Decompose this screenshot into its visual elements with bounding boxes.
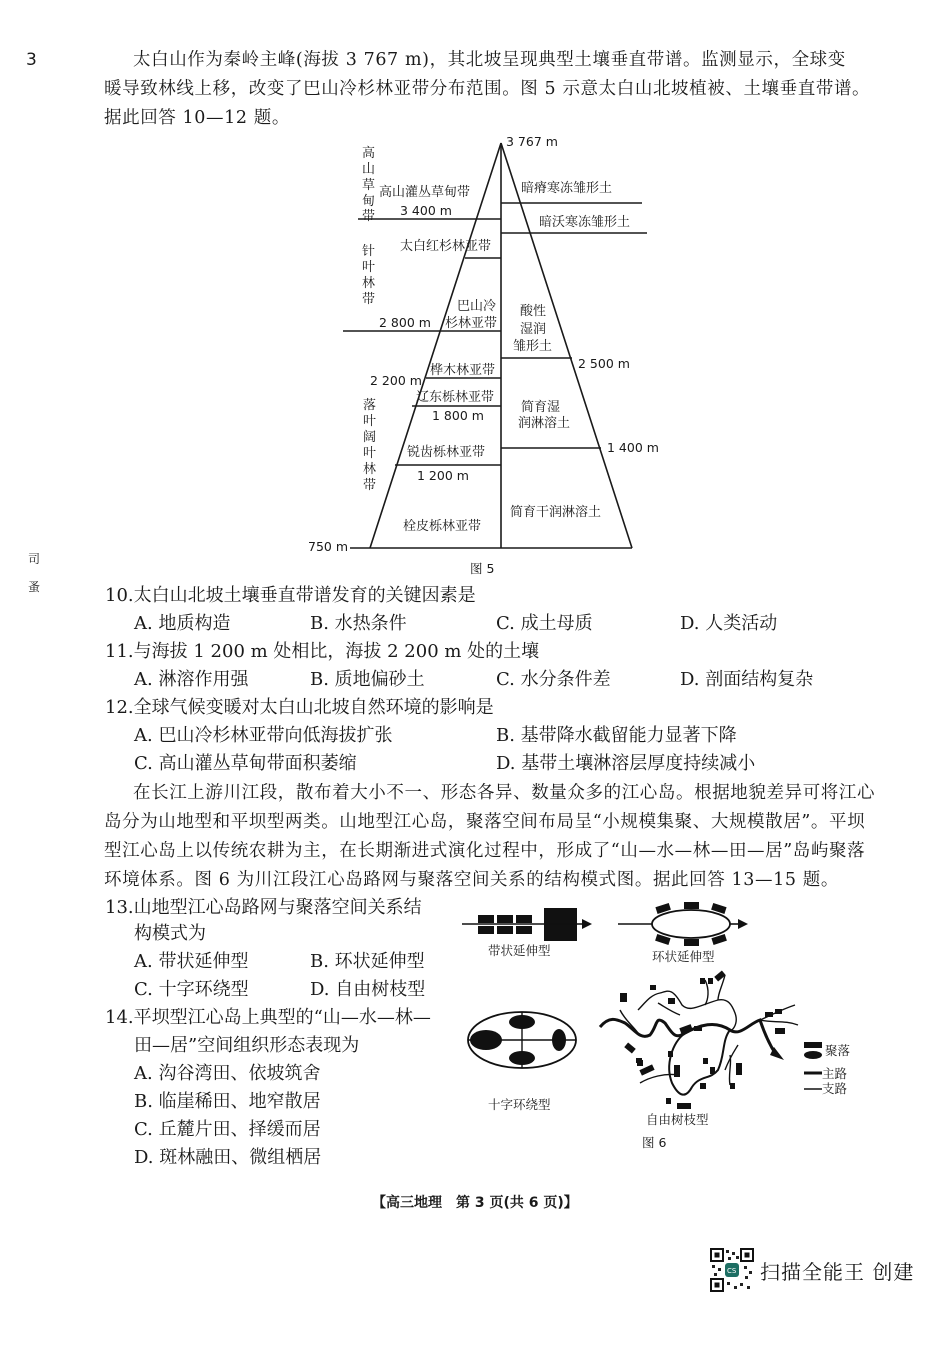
option-c[interactable]: C. 丘麓片田、择缓而居 (134, 1119, 321, 1140)
soil-zone: 暗沃寒冻雏形土 (539, 215, 631, 230)
svg-text:叶: 叶 (363, 414, 377, 429)
question-stem: 全球气候变暖对太白山北坡自然环境的影响是 (133, 697, 494, 718)
option-b[interactable]: B. 水热条件 (310, 613, 407, 634)
veg-subzone: 杉林亚带 (445, 316, 498, 331)
ring-extension-diagram (618, 902, 748, 946)
svg-text:林: 林 (362, 276, 376, 291)
figure-5-vertical-zonation (300, 130, 680, 580)
svg-text:林: 林 (363, 462, 377, 477)
option-a[interactable]: A. 淋溶作用强 (134, 669, 249, 690)
option-a[interactable]: A. 地质构造 (134, 613, 231, 634)
summit-elevation: 3 767 m (506, 134, 558, 149)
scanner-watermark: 扫描全能王 创建 (760, 1260, 915, 1284)
option-d[interactable]: D. 斑林融田、微组栖居 (134, 1147, 322, 1168)
svg-text:带: 带 (362, 209, 376, 224)
option-a[interactable]: A. 带状延伸型 (134, 951, 249, 972)
legend-label: 主路 (822, 1066, 848, 1081)
option-b[interactable]: B. 基带降水截留能力显著下降 (496, 725, 737, 746)
option-b[interactable]: B. 质地偏砂土 (310, 669, 425, 690)
veg-subzone: 栓皮栎林亚带 (403, 519, 482, 534)
soil-elevation: 1 400 m (607, 440, 659, 455)
svg-text:带: 带 (362, 292, 376, 307)
option-d[interactable]: D. 基带土壤淋溶层厚度持续减小 (496, 753, 756, 774)
pattern-label: 自由树枝型 (646, 1112, 709, 1127)
strip-extension-diagram (462, 908, 592, 941)
svg-text:叶: 叶 (363, 446, 377, 461)
figure-6-settlement-patterns (460, 895, 880, 1160)
option-b[interactable]: B. 环状延伸型 (310, 951, 425, 972)
option-c[interactable]: C. 水分条件差 (496, 669, 611, 690)
legend-label: 聚落 (825, 1043, 851, 1058)
question-stem-cont: 构模式为 (134, 923, 206, 944)
qr-code-icon (710, 1248, 754, 1292)
pattern-label: 带状延伸型 (488, 943, 551, 958)
legend-label: 支路 (822, 1081, 848, 1096)
question-stem-cont: 田—居”空间组织形态表现为 (134, 1035, 360, 1056)
soil-zone: 简育干润淋溶土 (510, 505, 602, 520)
margin-page-number: 3 (26, 50, 37, 70)
question-12 (105, 694, 494, 722)
passage-2-line: 环境体系。图 6 为川江段江心岛路网与聚落空间关系的结构模式图。据此回答 13—15 题。 (104, 870, 839, 890)
question-14 (105, 1004, 431, 1032)
veg-elevation: 1 200 m (417, 468, 469, 483)
option-a[interactable]: A. 沟谷湾田、依坡筑舍 (134, 1063, 321, 1084)
option-d[interactable]: D. 剖面结构复杂 (680, 669, 814, 690)
settlement-icon (804, 1042, 822, 1048)
question-number: 13. (105, 897, 134, 918)
svg-text:落: 落 (363, 398, 377, 413)
passage-1-line: 据此回答 10—12 题。 (104, 108, 290, 128)
pattern-label: 十字环绕型 (488, 1097, 551, 1112)
svg-text:阔: 阔 (363, 430, 377, 445)
veg-subzone: 太白红杉林亚带 (400, 239, 492, 254)
question-10 (105, 582, 476, 610)
svg-text:山: 山 (362, 162, 376, 177)
soil-zone: 简育湿 (521, 400, 561, 415)
veg-elevation: 2 200 m (370, 373, 422, 388)
svg-text:CS: CS (727, 1267, 737, 1275)
question-11 (105, 638, 539, 666)
passage-1-line: 太白山作为秦岭主峰(海拔 3 767 m)，其北坡呈现典型土壤垂直带谱。监测显示，全球变 (133, 50, 846, 70)
free-branch-diagram (600, 970, 798, 1109)
question-number: 14. (105, 1007, 134, 1028)
question-number: 11. (105, 641, 134, 662)
option-c[interactable]: C. 成土母质 (496, 613, 593, 634)
soil-zone: 暗瘠寒冻雏形土 (521, 181, 613, 196)
veg-subzone: 桦木林亚带 (430, 363, 496, 378)
page-footer: 【高三地理 第 3 页(共 6 页)】 (372, 1195, 578, 1211)
svg-text:甸: 甸 (362, 194, 376, 209)
svg-text:针: 针 (362, 244, 376, 259)
veg-elevation: 3 400 m (400, 203, 452, 218)
soil-zone: 雏形土 (513, 339, 553, 354)
passage-1-line: 暖导致林线上移，改变了巴山冷杉林亚带分布范围。图 5 示意太白山北坡植被、土壤垂直带谱。 (104, 79, 871, 99)
option-c[interactable]: C. 高山灌丛草甸带面积萎缩 (134, 753, 357, 774)
question-stem: 平坝型江心岛上典型的“山—水—林— (133, 1007, 431, 1028)
margin-mark: 司 (28, 552, 41, 566)
option-d[interactable]: D. 人类活动 (680, 613, 778, 634)
question-number: 12. (105, 697, 134, 718)
option-c[interactable]: C. 十字环绕型 (134, 979, 249, 1000)
question-stem: 山地型江心岛路网与聚落空间关系结 (133, 897, 422, 918)
soil-zone: 湿润 (520, 322, 547, 337)
question-13 (105, 894, 422, 922)
svg-text:叶: 叶 (362, 260, 376, 275)
base-elevation: 750 m (308, 539, 349, 554)
margin-mark: 蚤 (28, 580, 41, 594)
figure-6-caption: 图 6 (642, 1135, 667, 1150)
option-b[interactable]: B. 临崖稀田、地窄散居 (134, 1091, 321, 1112)
soil-elevation: 2 500 m (578, 356, 630, 371)
pyramid-diagram (300, 130, 680, 580)
legend (804, 1042, 851, 1096)
soil-zone: 润淋溶土 (518, 416, 571, 431)
veg-subzone: 锐齿栎林亚带 (407, 445, 486, 460)
figure-5-caption: 图 5 (470, 561, 495, 576)
veg-subzone: 辽东栎林亚带 (416, 390, 495, 405)
veg-subzone: 巴山冷 (457, 299, 497, 314)
question-number: 10. (105, 585, 134, 606)
veg-elevation: 1 800 m (432, 408, 484, 423)
svg-text:高: 高 (362, 146, 376, 161)
question-stem: 太白山北坡土壤垂直带谱发育的关键因素是 (133, 585, 476, 606)
option-a[interactable]: A. 巴山冷杉林亚带向低海拔扩张 (134, 725, 393, 746)
cross-ring-diagram (468, 1012, 576, 1068)
question-stem: 与海拔 1 200 m 处相比，海拔 2 200 m 处的土壤 (133, 641, 540, 662)
veg-elevation: 2 800 m (379, 315, 431, 330)
option-d[interactable]: D. 自由树枝型 (310, 979, 426, 1000)
svg-text:带: 带 (363, 478, 377, 493)
passage-2-line: 型江心岛上以传统农耕为主，在长期渐进式演化过程中，形成了“山—水—林—田—居”岛屿聚落 (104, 841, 866, 861)
soil-zone: 酸性 (520, 304, 547, 319)
veg-subzone: 高山灌丛草甸带 (379, 185, 471, 200)
passage-2-line: 在长江上游川江段，散布着大小不一、形态各异、数量众多的江心岛。根据地貌差异可将江心 (133, 783, 876, 803)
svg-text:草: 草 (362, 178, 376, 193)
pattern-label: 环状延伸型 (652, 949, 715, 964)
passage-2-line: 岛分为山地型和平坝型两类。山地型江心岛，聚落空间布局呈“小规模集聚、大规模散居”。平坝 (104, 812, 866, 832)
